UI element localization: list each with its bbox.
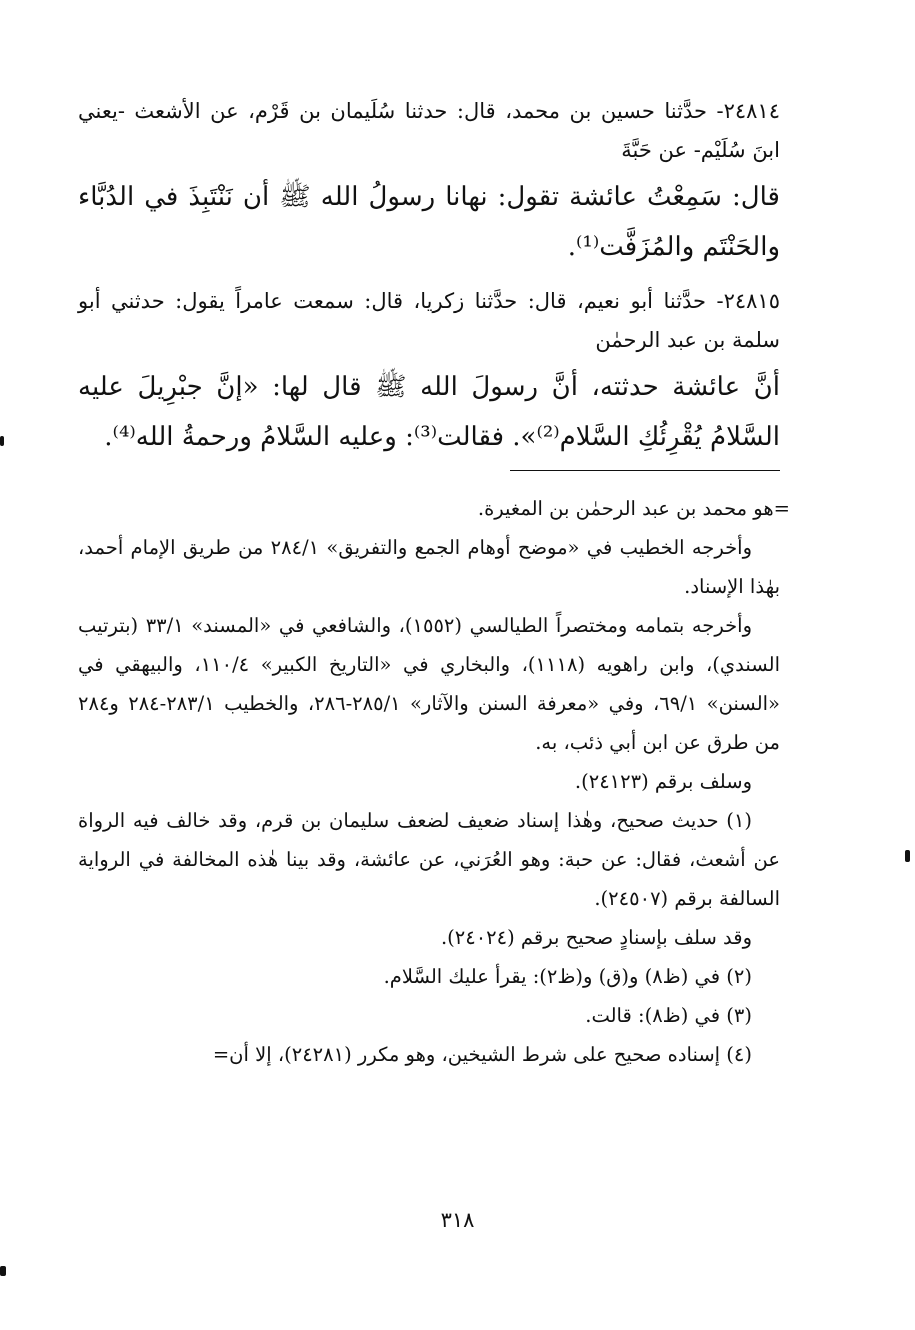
hadith-24815 (78, 282, 780, 462)
scan-mark (0, 436, 4, 446)
hadith-matn: أنَّ عائشة حدثته، أنَّ رسولَ الله ﷺ قال لها: «إنَّ جبْرِيلَ عليه السَّلامُ يُقْرِئُكِ السَّلام⁽²⁾». فقالت⁽³⁾: وعليه السَّلامُ ورحمةُ الله⁽⁴⁾. (78, 372, 780, 452)
footnotes (78, 489, 790, 1074)
footnote-3: (٣) في (ظ٨): قالت. (585, 1004, 752, 1027)
page-number: ٣١٨ (440, 1208, 475, 1232)
footnote-paragraph: وقد سلف بإسنادٍ صحيح برقم (٢٤٠٢٤). (440, 926, 752, 949)
footnote-2: (٢) في (ظ٨) و(ق) و(ظ٢): يقرأ عليك السَّلام. (383, 965, 752, 988)
footnote-paragraph: وسلف برقم (٢٤١٢٣). (574, 770, 752, 793)
hadith-isnad: ٢٤٨١٥- حدَّثنا أبو نعيم، قال: حدَّثنا زكريا، قال: سمعت عامراً يقول: حدثني أبو سلمة بن عبد الرحمٰن (78, 289, 780, 352)
page-body (78, 92, 790, 1074)
footnote-divider (510, 470, 780, 471)
footnote-paragraph: وأخرجه بتمامه ومختصراً الطيالسي (١٥٥٢)، والشافعي في «المسند» ٣٣/١ (بترتيب السندي)، وابن راهويه (١١١٨)، والبخاري في «التاريخ الكبير» ١١٠/٤، والبيهقي في «السنن» ٦٩/١، وفي «معرفة السنن والآثار» ٢٨٥/١-٢٨٦، والخطيب ٢٨٣/١-٢٨٤ و٢٨٤ من طرق عن ابن أبي ذئب، به. (78, 614, 780, 754)
footnote-1: (١) حديث صحيح، وهٰذا إسناد ضعيف لضعف سليمان بن قرم، وقد خالف فيه الرواة عن أشعث، فقال: عن حبة: وهو العُرَني، عن عائشة، وقد بينا هٰذه المخالفة في الرواية السالفة برقم (٢٤٥٠٧). (78, 809, 780, 910)
footnote-continuation: =هو محمد بن عبد الرحمٰن بن المغيرة. (477, 497, 790, 520)
hadith-isnad: ٢٤٨١٤- حدَّثنا حسين بن محمد، قال: حدثنا سُلَيمان بن قَرْم، عن الأشعث -يعني ابنَ سُلَيْم- عن حَبَّةَ (78, 99, 780, 162)
hadith-matn: قال: سَمِعْتُ عائشة تقول: نهانا رسولُ الله ﷺ أن نَنْتَبِذَ في الدُبَّاء والحَنْتَم والمُزَفَّت⁽¹⁾. (78, 182, 780, 262)
scan-mark (0, 1266, 6, 1276)
footnote-4: (٤) إسناده صحيح على شرط الشيخين، وهو مكرر (٢٤٢٨١)، إلا أن= (212, 1043, 752, 1066)
footnote-paragraph: وأخرجه الخطيب في «موضح أوهام الجمع والتفريق» ٢٨٤/١ من طريق الإمام أحمد، بهٰذا الإسناد. (78, 536, 780, 598)
scan-mark (905, 850, 910, 862)
hadith-24814 (78, 92, 780, 272)
